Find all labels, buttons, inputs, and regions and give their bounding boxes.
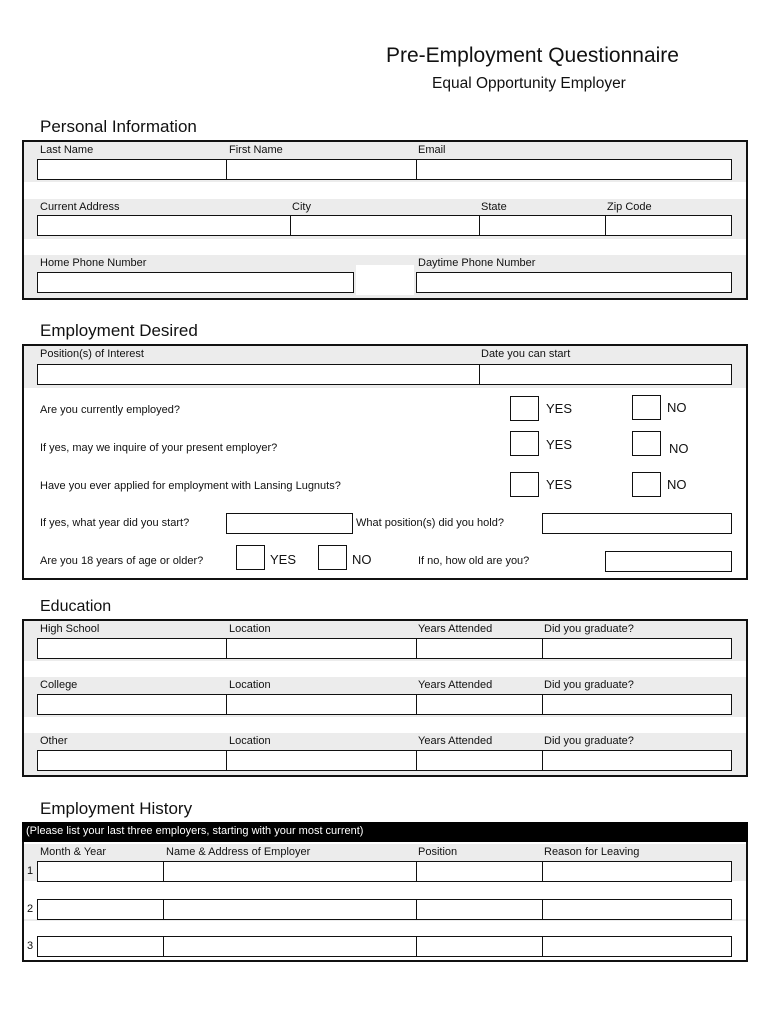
zip-field[interactable] — [605, 215, 732, 236]
last-name-label: Last Name — [40, 144, 94, 156]
employed-no-label: NO — [667, 400, 687, 415]
question-inquire: If yes, may we inquire of your present employer? — [40, 442, 278, 454]
employment-history-title: Employment History — [40, 799, 193, 818]
college-years-label: Years Attended — [418, 679, 493, 691]
history-3-position-field[interactable] — [416, 936, 543, 957]
last-name-field[interactable] — [37, 159, 227, 180]
college-location-field[interactable] — [226, 694, 417, 715]
education-title: Education — [40, 598, 112, 615]
inquire-yes-label: YES — [546, 437, 573, 452]
history-row-number: 3 — [27, 940, 34, 952]
history-row-number: 1 — [27, 865, 34, 877]
applied-yes-label: YES — [546, 477, 573, 492]
home-phone-field[interactable] — [37, 272, 354, 293]
reason-label: Reason for Leaving — [544, 846, 640, 858]
email-label: Email — [418, 144, 446, 156]
applied-no-label: NO — [667, 477, 687, 492]
phone-gap — [356, 265, 414, 295]
state-label: State — [481, 201, 507, 213]
employment-desired-title: Employment Desired — [40, 321, 198, 340]
history-row-number: 2 — [27, 903, 34, 915]
high-school-location-label: Location — [229, 623, 271, 635]
year-started-field[interactable] — [226, 513, 353, 534]
city-label: City — [292, 201, 311, 213]
inquire-no-checkbox[interactable] — [632, 431, 661, 456]
history-3-reason-field[interactable] — [542, 936, 732, 957]
college-graduate-field[interactable] — [542, 694, 732, 715]
history-1-reason-field[interactable] — [542, 861, 732, 882]
employment-history-note: (Please list your last three employers, starting with your most current) — [22, 822, 748, 842]
history-2-employer-field[interactable] — [163, 899, 417, 920]
history-1-employer-field[interactable] — [163, 861, 417, 882]
first-name-field[interactable] — [226, 159, 417, 180]
question-position-held: What position(s) did you hold? — [356, 517, 504, 529]
email-field[interactable] — [416, 159, 732, 180]
applied-yes-checkbox[interactable] — [510, 472, 539, 497]
other-years-field[interactable] — [416, 750, 543, 771]
other-location-field[interactable] — [226, 750, 417, 771]
college-label: College — [40, 679, 78, 691]
page-title: Pre-Employment Questionnaire — [386, 44, 679, 67]
high-school-location-field[interactable] — [226, 638, 417, 659]
history-1-month-year-field[interactable] — [37, 861, 164, 882]
history-position-label: Position — [418, 846, 458, 858]
employed-yes-label: YES — [546, 401, 573, 416]
employer-label: Name & Address of Employer — [166, 846, 311, 858]
start-date-field[interactable] — [479, 364, 732, 385]
other-school-field[interactable] — [37, 750, 227, 771]
other-location-label: Location — [229, 735, 271, 747]
college-graduate-label: Did you graduate? — [544, 679, 634, 691]
daytime-phone-field[interactable] — [416, 272, 732, 293]
age-18-no-checkbox[interactable] — [318, 545, 347, 570]
question-year-started: If yes, what year did you start? — [40, 517, 190, 529]
other-graduate-field[interactable] — [542, 750, 732, 771]
position-held-field[interactable] — [542, 513, 732, 534]
employed-no-checkbox[interactable] — [632, 395, 661, 420]
question-applied: Have you ever applied for employment with Lansing Lugnuts? — [40, 480, 341, 492]
personal-info-title: Personal Information — [40, 117, 197, 136]
inquire-no-label: NO — [669, 441, 689, 456]
high-school-years-label: Years Attended — [418, 623, 493, 635]
month-year-label: Month & Year — [40, 846, 107, 858]
address-label: Current Address — [40, 201, 120, 213]
age-18-yes-label: YES — [270, 552, 297, 567]
history-3-month-year-field[interactable] — [37, 936, 164, 957]
history-1-position-field[interactable] — [416, 861, 543, 882]
history-2-reason-field[interactable] — [542, 899, 732, 920]
position-field[interactable] — [37, 364, 480, 385]
history-2-month-year-field[interactable] — [37, 899, 164, 920]
daytime-phone-label: Daytime Phone Number — [418, 257, 536, 269]
address-field[interactable] — [37, 215, 291, 236]
other-graduate-label: Did you graduate? — [544, 735, 634, 747]
high-school-graduate-field[interactable] — [542, 638, 732, 659]
high-school-label: High School — [40, 623, 100, 635]
question-age-18: Are you 18 years of age or older? — [40, 555, 204, 567]
high-school-field[interactable] — [37, 638, 227, 659]
college-location-label: Location — [229, 679, 271, 691]
employed-yes-checkbox[interactable] — [510, 396, 539, 421]
college-field[interactable] — [37, 694, 227, 715]
history-2-position-field[interactable] — [416, 899, 543, 920]
position-label: Position(s) of Interest — [40, 348, 144, 360]
high-school-graduate-label: Did you graduate? — [544, 623, 634, 635]
age-18-yes-checkbox[interactable] — [236, 545, 265, 570]
first-name-label: First Name — [229, 144, 283, 156]
age-field[interactable] — [605, 551, 732, 572]
start-date-label: Date you can start — [481, 348, 571, 360]
other-years-label: Years Attended — [418, 735, 493, 747]
college-years-field[interactable] — [416, 694, 543, 715]
history-3-employer-field[interactable] — [163, 936, 417, 957]
high-school-years-field[interactable] — [416, 638, 543, 659]
zip-label: Zip Code — [607, 201, 652, 213]
other-school-label: Other — [40, 735, 68, 747]
question-employed: Are you currently employed? — [40, 404, 181, 416]
question-age: If no, how old are you? — [418, 555, 530, 567]
age-18-no-label: NO — [352, 552, 372, 567]
state-field[interactable] — [479, 215, 606, 236]
page-subtitle: Equal Opportunity Employer — [432, 75, 626, 92]
inquire-yes-checkbox[interactable] — [510, 431, 539, 456]
applied-no-checkbox[interactable] — [632, 472, 661, 497]
home-phone-label: Home Phone Number — [40, 257, 147, 269]
city-field[interactable] — [290, 215, 480, 236]
